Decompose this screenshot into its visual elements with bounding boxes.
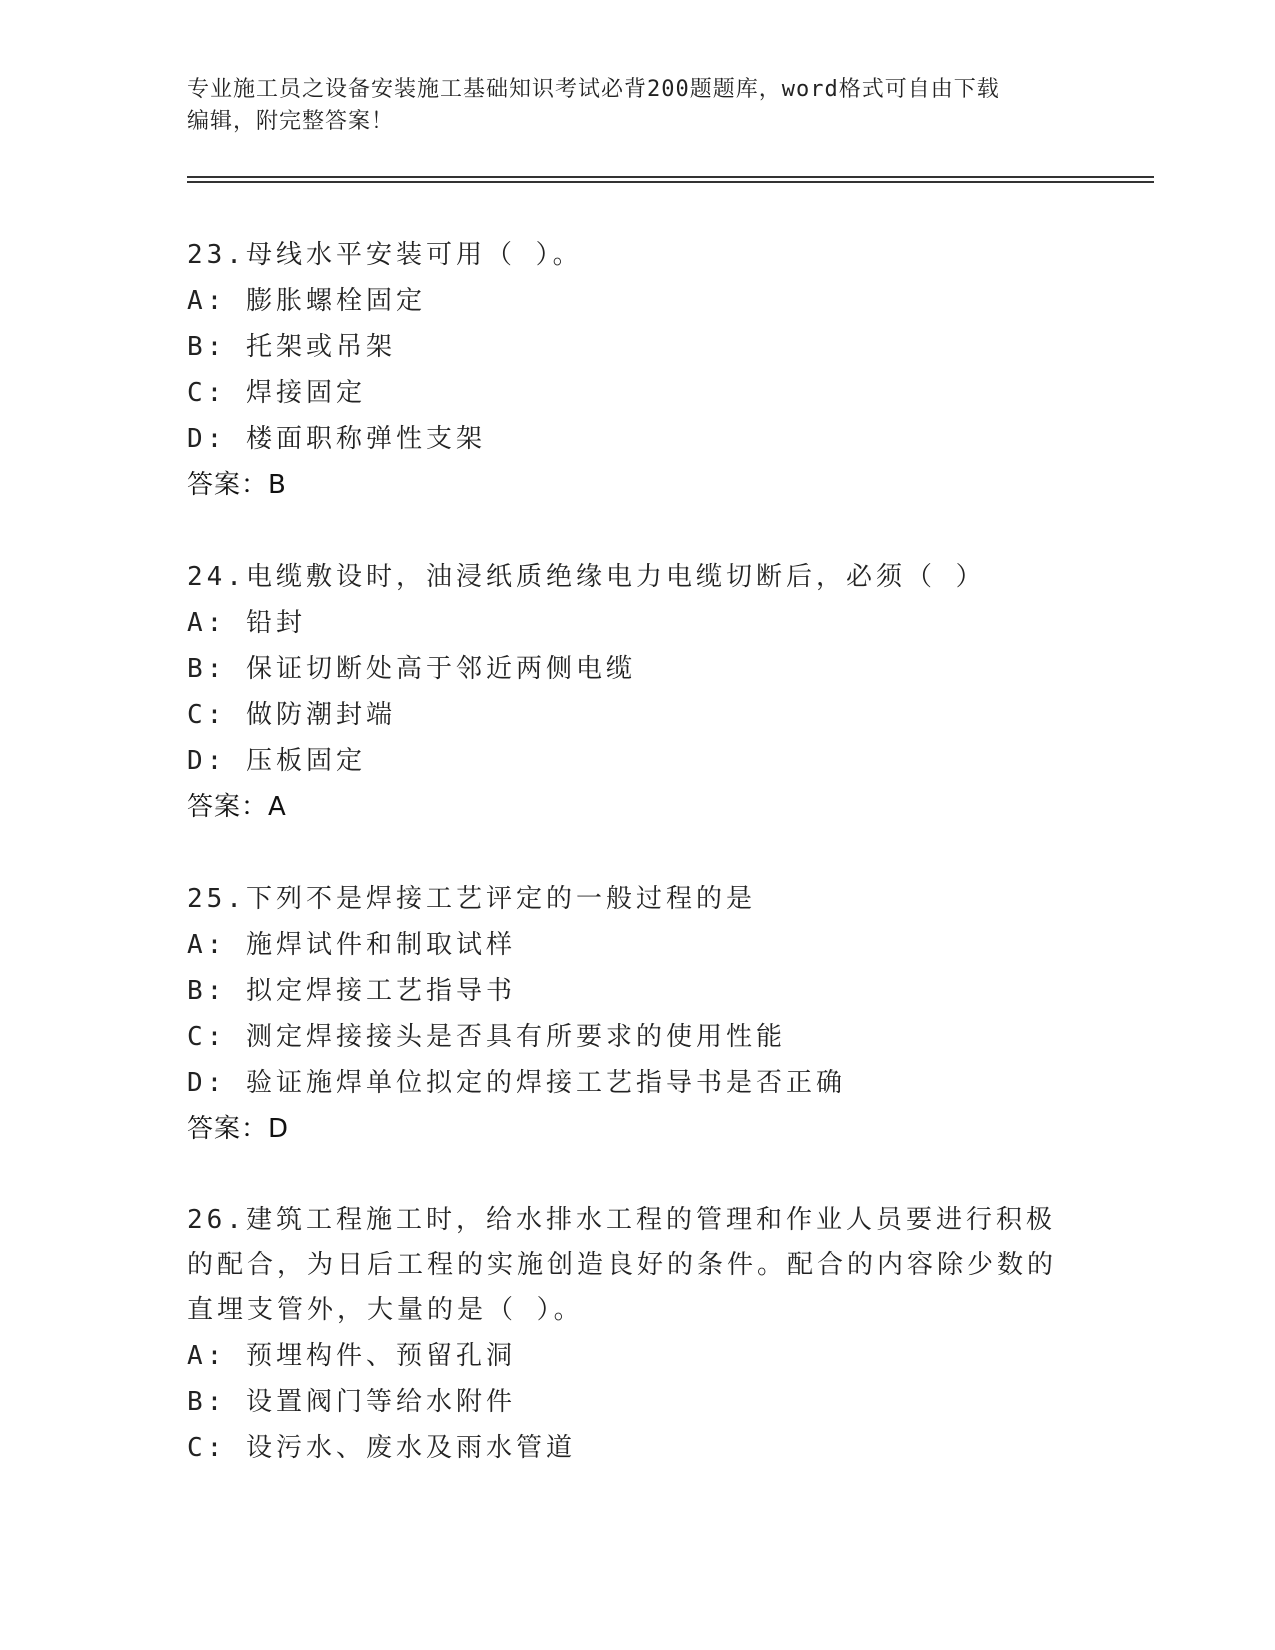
question-23 xyxy=(187,232,1087,508)
header-rule-bottom xyxy=(187,181,1154,183)
question-stem: 25.下列不是焊接工艺评定的一般过程的是 xyxy=(187,884,756,914)
option-a: A: 膨胀螺栓固定 xyxy=(187,286,426,316)
option-d: D: 验证施焊单位拟定的焊接工艺指导书是否正确 xyxy=(187,1068,846,1098)
option-c: C: 焊接固定 xyxy=(187,378,366,408)
option-c: C: 设污水、废水及雨水管道 xyxy=(187,1433,576,1463)
question-stem: 23.母线水平安装可用（ ）。 xyxy=(187,240,583,270)
question-stem: 24.电缆敷设时，油浸纸质绝缘电力电缆切断后，必须（ ） xyxy=(187,562,986,592)
option-a: A: 预埋构件、预留孔洞 xyxy=(187,1341,516,1371)
question-26 xyxy=(187,1198,1087,1471)
option-c: C: 测定焊接接头是否具有所要求的使用性能 xyxy=(187,1022,786,1052)
option-b: B: 保证切断处高于邻近两侧电缆 xyxy=(187,654,636,684)
option-b: B: 托架或吊架 xyxy=(187,332,396,362)
answer: 答案：A xyxy=(187,792,287,822)
option-d: D: 楼面职称弹性支架 xyxy=(187,424,486,454)
question-25 xyxy=(187,876,1087,1152)
question-list xyxy=(187,232,1087,1517)
option-d: D: 压板固定 xyxy=(187,746,366,776)
answer: 答案：B xyxy=(187,470,287,500)
option-c: C: 做防潮封端 xyxy=(187,700,396,730)
question-stem: 26.建筑工程施工时，给水排水工程的管理和作业人员要进行积极的配合，为日后工程的实施创造良好的条件。配合的内容除少数的直埋支管外，大量的是（ ）。 xyxy=(187,1205,1058,1325)
header-line-1: 专业施工员之设备安装施工基础知识考试必背200题题库，word格式可自由下载 xyxy=(187,77,1000,102)
option-b: B: 设置阀门等给水附件 xyxy=(187,1387,516,1417)
document-header xyxy=(187,74,1067,138)
option-a: A: 施焊试件和制取试样 xyxy=(187,930,516,960)
header-line-2: 编辑，附完整答案！ xyxy=(187,109,395,134)
option-a: A: 铅封 xyxy=(187,608,306,638)
question-24 xyxy=(187,554,1087,830)
answer: 答案：D xyxy=(187,1114,290,1144)
header-rule-top xyxy=(187,176,1154,178)
option-b: B: 拟定焊接工艺指导书 xyxy=(187,976,516,1006)
